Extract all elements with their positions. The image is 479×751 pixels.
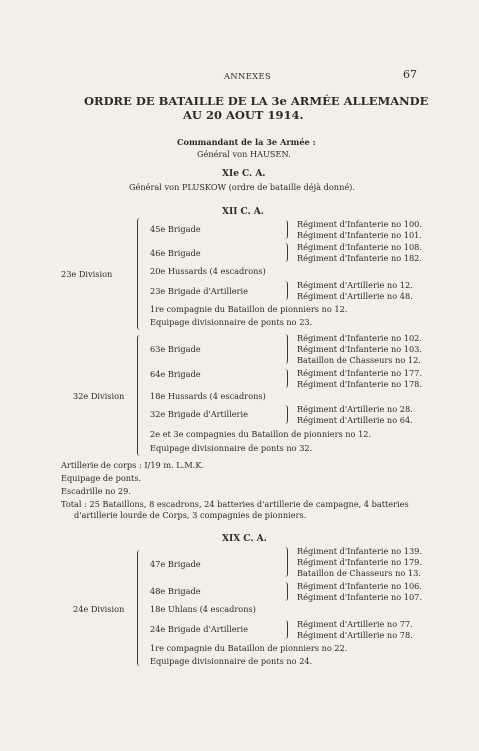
division-32-label: 32e Division xyxy=(73,391,125,401)
brigade-46-reg-1: Régiment d'Infanterie no 108. xyxy=(297,242,422,252)
commander-name: Général von HAUSEN. xyxy=(197,149,291,159)
artillerie-23-brace xyxy=(284,281,288,300)
artillerie-32-reg-2: Régiment d'Artillerie no 64. xyxy=(297,415,413,425)
equipage-23: Equipage divisionnaire de ponts no 23. xyxy=(150,317,313,327)
brigade-45-brace xyxy=(284,220,288,239)
artillerie-de-corps: Artillerie de corps : I/19 m. L.M.K. xyxy=(61,460,205,470)
brigade-46-brace xyxy=(284,243,288,262)
brigade-64-label: 64e Brigade xyxy=(150,369,201,379)
brigade-63-reg-1: Régiment d'Infanterie no 102. xyxy=(297,333,422,343)
pionniers-24: 1re compagnie du Bataillon de pionniers no 22. xyxy=(150,643,348,653)
page-number: 67 xyxy=(403,68,417,81)
brigade-48-brace xyxy=(284,582,288,601)
brigade-63-reg-2: Régiment d'Infanterie no 103. xyxy=(297,344,422,354)
division-32-brace xyxy=(137,335,141,456)
equipage-32: Equipage divisionnaire de ponts no 32. xyxy=(150,443,313,453)
artillerie-24-reg-1: Régiment d'Artillerie no 77. xyxy=(297,619,413,629)
uhlans-18: 18e Uhlans (4 escadrons) xyxy=(150,604,256,614)
page-title-line-2: AU 20 AOUT 1914. xyxy=(183,108,304,122)
page-title-line-1: ORDRE DE BATAILLE DE LA 3e ARMÉE ALLEMANDE xyxy=(84,94,429,108)
brigade-64-brace xyxy=(284,369,288,388)
artillerie-32-brace xyxy=(284,405,288,424)
brigade-48-reg-2: Régiment d'Infanterie no 107. xyxy=(297,592,422,602)
artillerie-24-brace xyxy=(284,620,288,639)
pionniers-23: 1re compagnie du Bataillon de pionniers no 12. xyxy=(150,304,348,314)
brigade-48-reg-1: Régiment d'Infanterie no 106. xyxy=(297,581,422,591)
artillerie-32-label: 32e Brigade d'Artillerie xyxy=(150,409,248,419)
brigade-47-label: 47e Brigade xyxy=(150,559,201,569)
brigade-48-label: 48e Brigade xyxy=(150,586,201,596)
total-line-1: Total : 25 Bataillons, 8 escadrons, 24 batteries d'artillerie de campagne, 4 batteries xyxy=(61,499,409,509)
artillerie-32-reg-1: Régiment d'Artillerie no 28. xyxy=(297,404,413,414)
brigade-46-label: 46e Brigade xyxy=(150,248,201,258)
commander-label: Commandant de la 3e Armée : xyxy=(177,137,316,147)
running-header: ANNEXES xyxy=(224,71,272,81)
artillerie-23-reg-2: Régiment d'Artillerie no 48. xyxy=(297,291,413,301)
xi-ca-heading: XIe C. A. xyxy=(222,169,266,179)
artillerie-23-reg-1: Régiment d'Artillerie no 12. xyxy=(297,280,413,290)
brigade-64-reg-1: Régiment d'Infanterie no 177. xyxy=(297,368,422,378)
division-24-brace xyxy=(137,550,141,666)
division-23-label: 23e Division xyxy=(61,269,113,279)
xii-ca-heading: XII C. A. xyxy=(222,207,264,217)
artillerie-23-label: 23e Brigade d'Artillerie xyxy=(150,286,248,296)
xix-ca-heading: XIX C. A. xyxy=(222,534,267,544)
brigade-45-reg-2: Régiment d'Infanterie no 101. xyxy=(297,230,422,240)
brigade-47-reg-2: Régiment d'Infanterie no 179. xyxy=(297,557,422,567)
brigade-47-reg-1: Régiment d'Infanterie no 139. xyxy=(297,546,422,556)
equipage-de-ponts: Equipage de ponts. xyxy=(61,473,142,483)
hussards-20: 20e Hussards (4 escadrons) xyxy=(150,266,266,276)
brigade-45-label: 45e Brigade xyxy=(150,224,201,234)
brigade-64-reg-2: Régiment d'Infanterie no 178. xyxy=(297,379,422,389)
brigade-47-reg-3: Bataillon de Chasseurs no 13. xyxy=(297,568,421,578)
division-23-brace xyxy=(137,218,141,330)
brigade-63-reg-3: Bataillon de Chasseurs no 12. xyxy=(297,355,421,365)
pionniers-32: 2e et 3e compagnies du Bataillon de pionniers no 12. xyxy=(150,429,372,439)
equipage-24: Equipage divisionnaire de ponts no 24. xyxy=(150,656,313,666)
escadrille: Escadrille no 29. xyxy=(61,486,131,496)
division-24-label: 24e Division xyxy=(73,604,125,614)
total-line-2: d'artillerie lourde de Corps, 3 compagnies de pionniers. xyxy=(74,510,307,520)
artillerie-24-label: 24e Brigade d'Artillerie xyxy=(150,624,248,634)
hussards-18: 18e Hussards (4 escadrons) xyxy=(150,391,266,401)
xi-ca-commander: Général von PLUSKOW (ordre de bataille déjà donné). xyxy=(129,182,355,192)
brigade-63-label: 63e Brigade xyxy=(150,344,201,354)
brigade-47-brace xyxy=(284,547,288,577)
brigade-46-reg-2: Régiment d'Infanterie no 182. xyxy=(297,253,422,263)
brigade-63-brace xyxy=(284,334,288,364)
brigade-45-reg-1: Régiment d'Infanterie no 100. xyxy=(297,219,422,229)
artillerie-24-reg-2: Régiment d'Artillerie no 78. xyxy=(297,630,413,640)
